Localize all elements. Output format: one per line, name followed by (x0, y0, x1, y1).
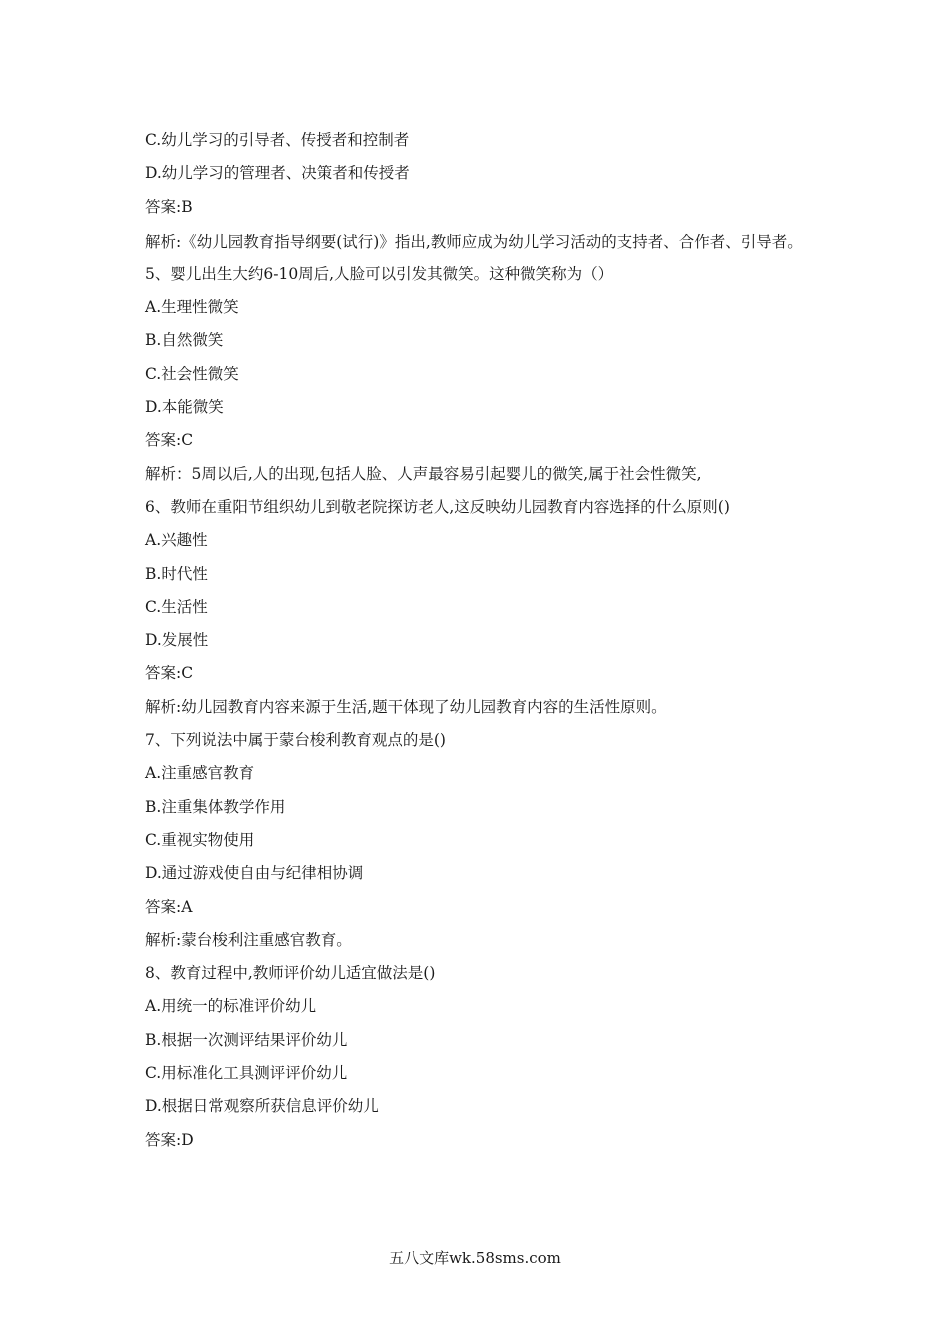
explanation-line: 解析:《幼儿园教育指导纲要(试行)》指出,教师应成为幼儿学习活动的支持者、合作者、引导者。 (145, 232, 803, 251)
page-footer: 五八文库wk.58sms.com (389, 1249, 561, 1267)
question-text-block (145, 124, 815, 1157)
option-line: B.根据一次测评结果评价幼儿 (145, 1030, 348, 1049)
option-line: B.注重集体教学作用 (145, 797, 286, 816)
option-line: C.幼儿学习的引导者、传授者和控制者 (145, 131, 410, 149)
answer-line: 答案:C (145, 431, 194, 450)
explanation-line: 解析：5周以后,人的出现,包括人脸、人声最容易引起婴儿的微笑,属于社会性微笑, (145, 464, 702, 483)
option-line: B.自然微笑 (145, 331, 224, 350)
option-line: C.社会性微笑 (145, 364, 239, 383)
question-line: 5、婴儿出生大约6-10周后,人脸可以引发其微笑。这种微笑称为（） (145, 264, 614, 283)
option-line: D.幼儿学习的管理者、决策者和传授者 (145, 164, 410, 183)
explanation-line: 解析:蒙台梭利注重感官教育。 (145, 930, 352, 949)
option-line: A.用统一的标准评价幼儿 (145, 997, 317, 1016)
option-line: B.时代性 (145, 564, 208, 583)
question-line: 7、下列说法中属于蒙台梭利教育观点的是() (145, 731, 446, 750)
option-line: D.通过游戏使自由与纪律相协调 (145, 864, 364, 883)
option-line: A.兴趣性 (145, 531, 208, 550)
answer-line: 答案:C (145, 664, 194, 683)
question-line: 8、教育过程中,教师评价幼儿适宜做法是() (145, 964, 436, 983)
option-line: C.用标准化工具测评评价幼儿 (145, 1064, 348, 1083)
option-line: C.重视实物使用 (145, 830, 255, 849)
question-line: 6、教师在重阳节组织幼儿到敬老院探访老人,这反映幼儿园教育内容选择的什么原则() (145, 497, 730, 516)
answer-line: 答案:B (145, 197, 193, 216)
option-line: D.根据日常观察所获信息评价幼儿 (145, 1097, 379, 1116)
option-line: A.注重感官教育 (145, 764, 255, 783)
option-line: C.生活性 (145, 597, 208, 616)
explanation-line: 解析:幼儿园教育内容来源于生活,题干体现了幼儿园教育内容的生活性原则。 (145, 697, 667, 716)
answer-line: 答案:D (145, 1130, 194, 1149)
option-line: D.发展性 (145, 631, 209, 650)
answer-line: 答案:A (145, 897, 193, 916)
option-line: D.本能微笑 (145, 398, 224, 417)
option-line: A.生理性微笑 (145, 298, 239, 317)
